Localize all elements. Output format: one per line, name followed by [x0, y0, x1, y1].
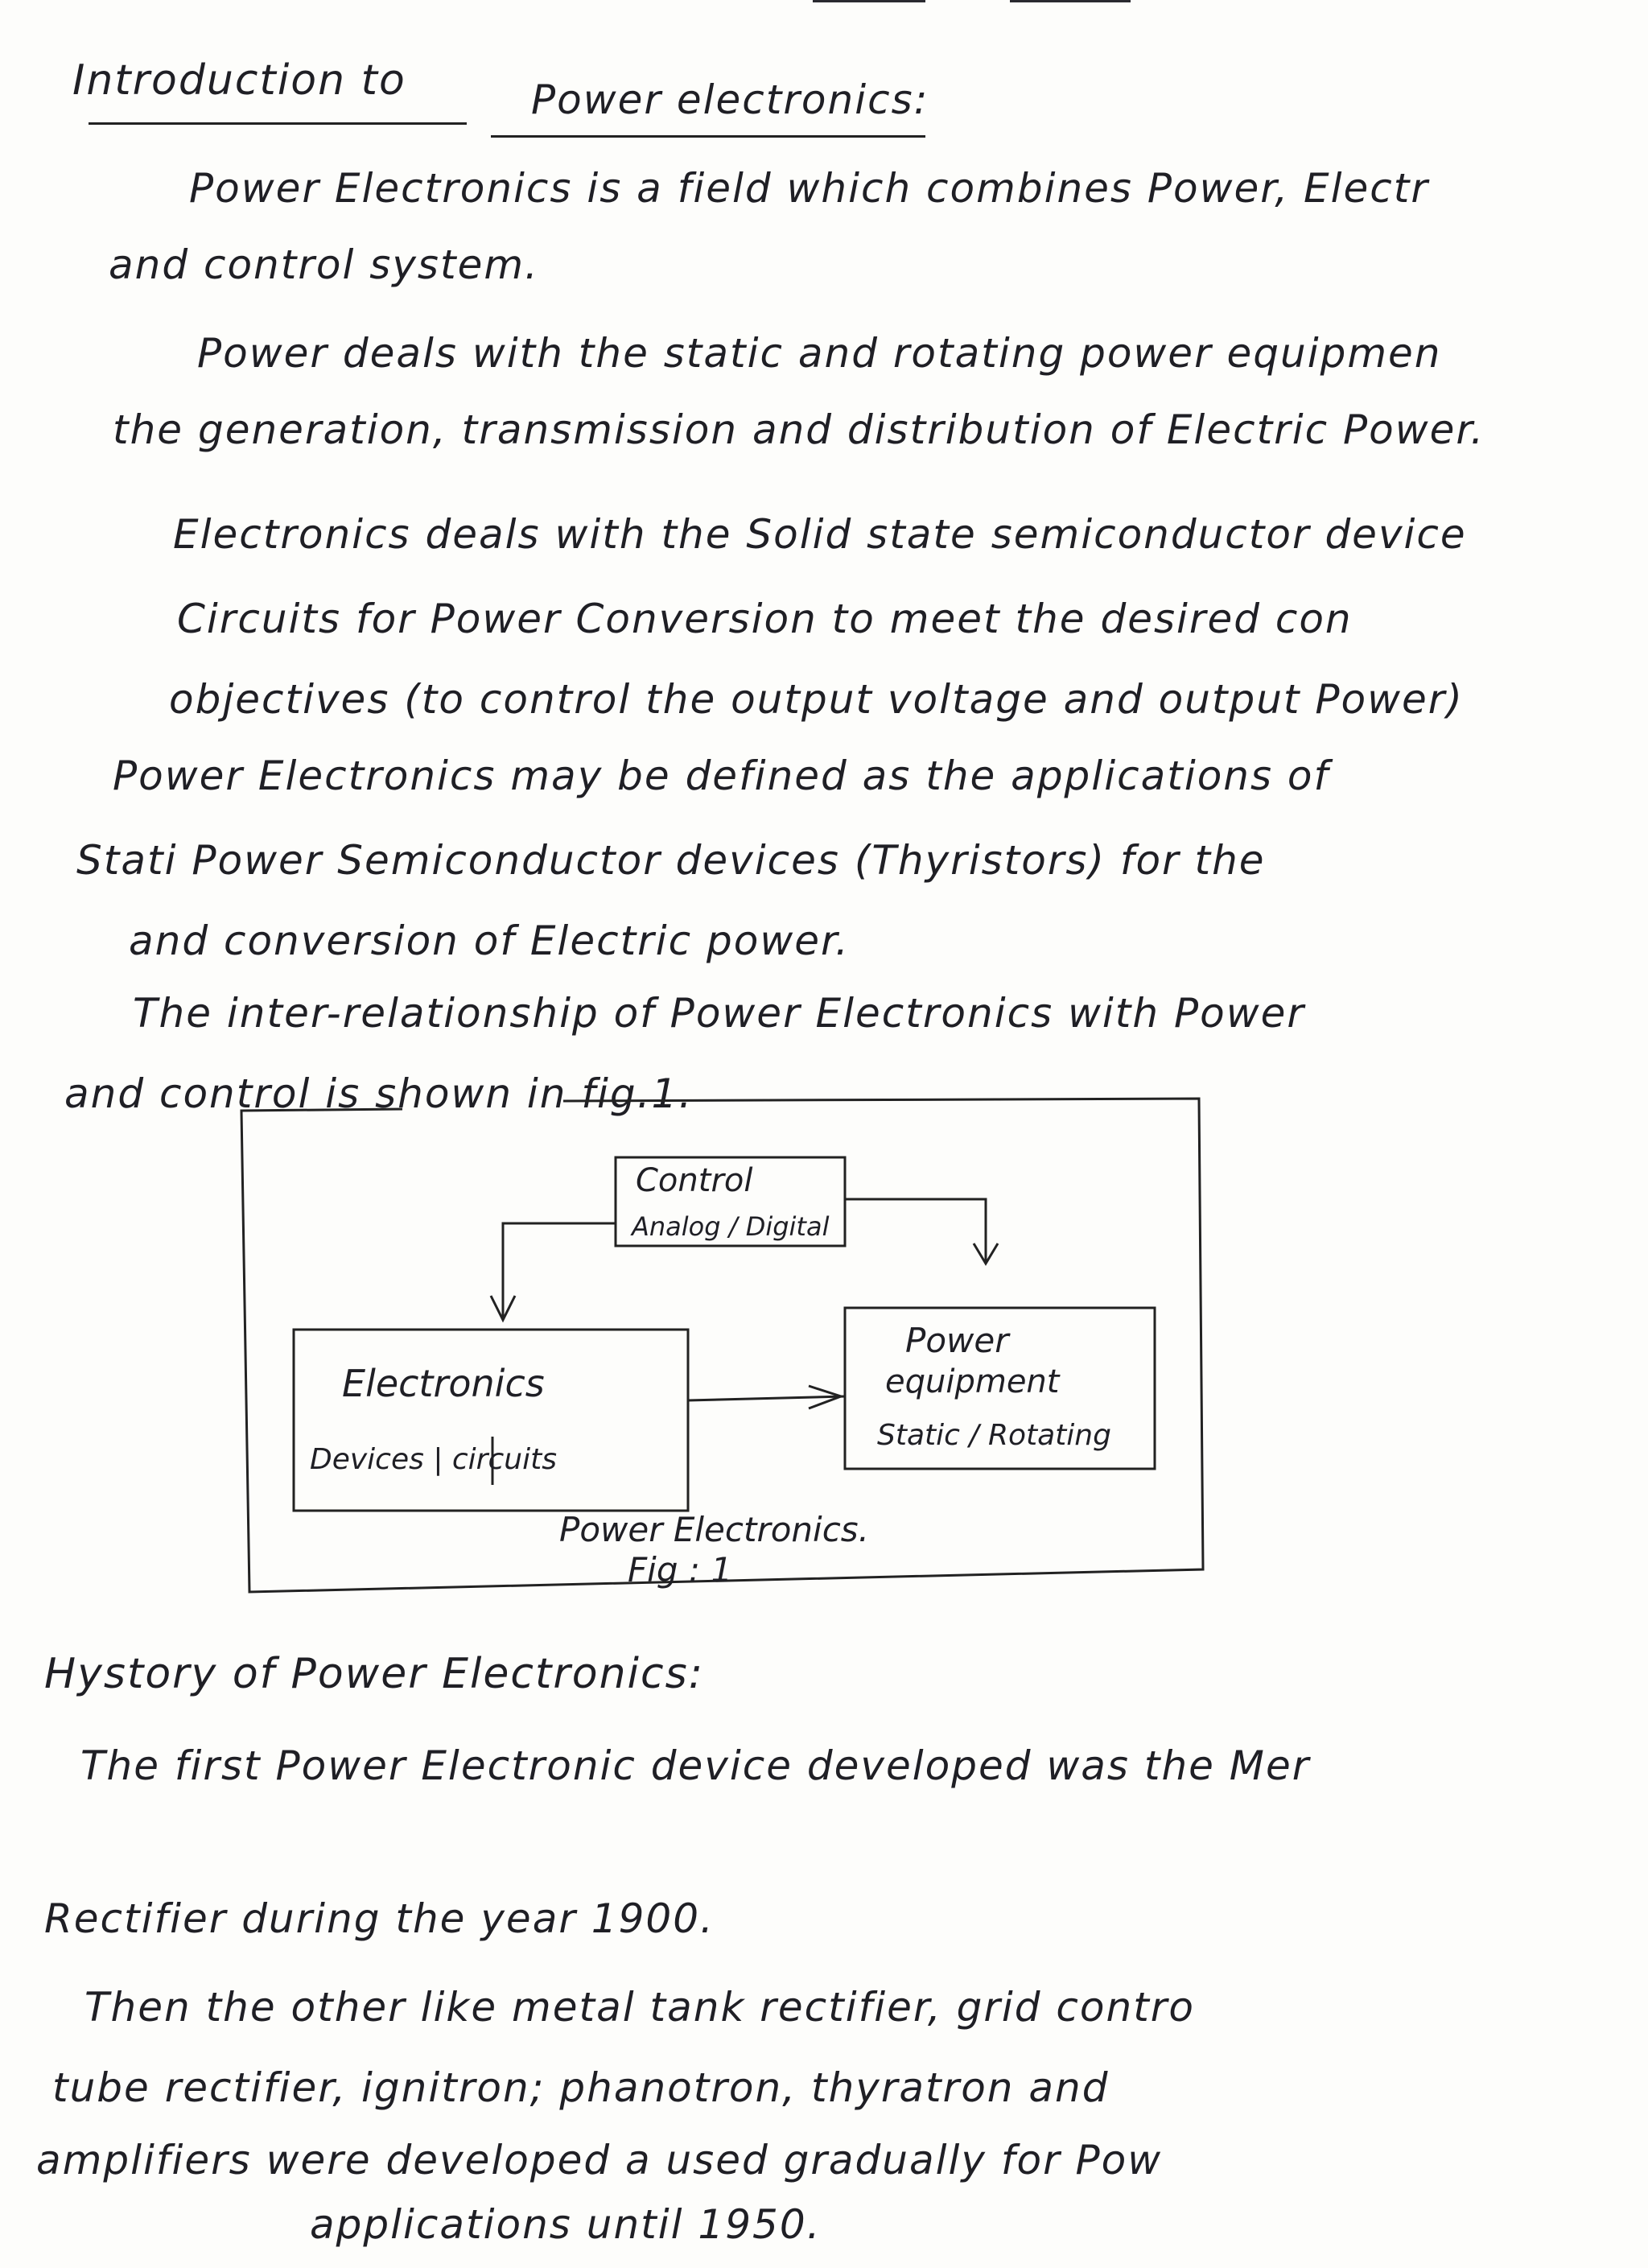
intro-line: and control is shown in fig.1. [64, 1070, 694, 1117]
history-line: Rectifier during the year 1900. [44, 1895, 715, 1942]
control-sublabel: Analog / Digital [632, 1211, 830, 1242]
intro-line: and control system. [109, 241, 539, 288]
power-sublabel: equipment [885, 1363, 1060, 1400]
title-left: Introduction to [72, 56, 406, 105]
intro-line: objectives (to control the output voltage and output Power) [169, 676, 1464, 723]
figure-caption: Fig : 1 [628, 1550, 733, 1590]
history-line: Then the other like metal tank rectifier, grid contro [84, 1984, 1195, 2031]
intro-line: Electronics deals with the Solid state semiconductor device [173, 511, 1467, 558]
electronics-sublabel: Devices | circuits [310, 1443, 557, 1476]
intro-line: Circuits for Power Conversion to meet the desired con [177, 596, 1353, 642]
intro-line: Power Electronics is a field which combines Power, Electr [189, 165, 1429, 212]
history-line: The first Power Electronic device developed was the Mer [80, 1742, 1311, 1789]
diagram-label: Power Electronics. [559, 1510, 870, 1549]
control-to-electronics-line [503, 1223, 616, 1320]
control-to-power-line [845, 1199, 986, 1264]
intro-line: Power deals with the static and rotating power equipmen [197, 330, 1442, 377]
intro-line: and conversion of Electric power. [129, 918, 850, 964]
history-line: applications until 1950. [310, 2201, 822, 2248]
power-label: Power [905, 1321, 1009, 1360]
title-right: Power electronics: [531, 76, 929, 123]
intro-line: Stati Power Semiconductor devices (Thyristors) for the [76, 837, 1266, 884]
electronics-box [294, 1330, 688, 1511]
history-heading: Hystory of Power Electronics: [44, 1650, 705, 1698]
electronics-label: Electronics [342, 1362, 545, 1405]
intro-line: the generation, transmission and distribution of Electric Power. [113, 406, 1485, 453]
intro-line: Power Electronics may be defined as the applications of [113, 753, 1330, 799]
electronics-to-power-arrow [688, 1396, 845, 1400]
control-label: Control [636, 1162, 753, 1199]
power-sublabel: Static / Rotating [877, 1419, 1111, 1452]
history-line: tube rectifier, ignitron; phanotron, thyratron and [52, 2064, 1110, 2111]
intro-line: The inter-relationship of Power Electronics with Power [133, 990, 1305, 1037]
history-line: amplifiers were developed a used gradually for Pow [36, 2137, 1163, 2183]
